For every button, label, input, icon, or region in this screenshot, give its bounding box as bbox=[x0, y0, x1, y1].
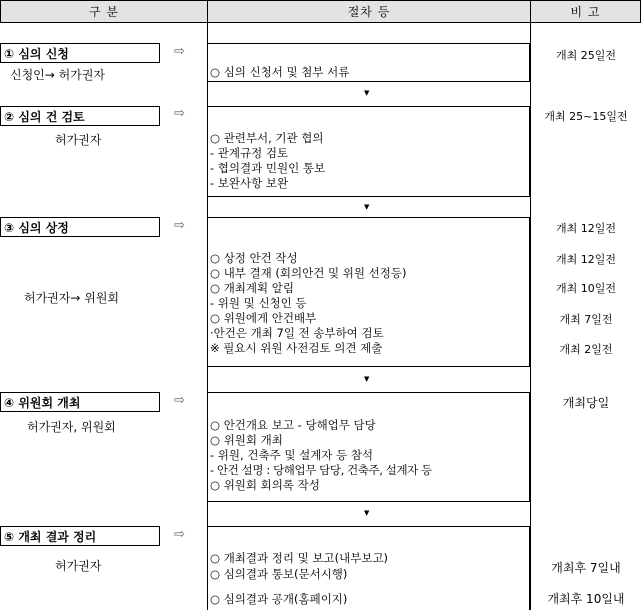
procedure-line: ○ 개최계획 알림 bbox=[210, 281, 294, 295]
procedure-line: ○ 개최결과 정리 및 보고(내부보고) bbox=[210, 551, 389, 565]
procedure-line: - 위원 및 신청인 등 bbox=[210, 296, 307, 310]
right-arrow-icon: ⇨ bbox=[174, 527, 185, 542]
down-arrow-icon: ▼ bbox=[364, 89, 370, 97]
remark-note: 개최 12일전 bbox=[556, 253, 616, 266]
right-arrow-icon: ⇨ bbox=[174, 393, 185, 408]
section-4-actor: 허가권자, 위원회 bbox=[27, 420, 116, 434]
right-arrow-icon: ⇨ bbox=[174, 106, 185, 121]
remark-note: 개최 7일전 bbox=[559, 313, 613, 326]
section-3-title: ③ 심의 상정 bbox=[0, 217, 160, 237]
procedure-line: ○ 상정 안건 작성 bbox=[210, 251, 298, 265]
remark-note: 개최당일 bbox=[562, 396, 610, 410]
section-1-box bbox=[207, 43, 530, 82]
procedure-line: - 안건 설명 : 당해업무 담당, 건축주, 설계자 등 bbox=[210, 463, 432, 477]
section-1-actor: 신청인→ 허가권자 bbox=[10, 68, 106, 82]
procedure-line: ○ 위원회 개최 bbox=[210, 433, 283, 447]
section-5-actor: 허가권자 bbox=[55, 559, 102, 573]
procedure-line: ○ 심의 신청서 및 첨부 서류 bbox=[210, 65, 350, 79]
procedure-line: ※ 필요시 위원 사전검토 의견 제출 bbox=[210, 341, 383, 355]
section-3-actor: 허가권자→ 위원회 bbox=[24, 291, 120, 305]
procedure-line: ○ 위원회 회의록 작성 bbox=[210, 478, 320, 492]
remark-note: 개최 2일전 bbox=[559, 343, 613, 356]
right-arrow-icon: ⇨ bbox=[174, 218, 185, 233]
procedure-line: ○ 심의결과 공개(홈페이지) bbox=[210, 592, 348, 606]
section-2-title: ② 심의 건 검토 bbox=[0, 106, 160, 126]
header-col-procedure: 절차 등 bbox=[207, 0, 531, 23]
section-4-title: ④ 위원회 개최 bbox=[0, 392, 160, 412]
section-5-title: ⑤ 개최 결과 정리 bbox=[0, 526, 160, 546]
procedure-line: ○ 안건개요 보고 - 당해업무 담당 bbox=[210, 418, 376, 432]
remark-note: 개최후 7일내 bbox=[551, 561, 621, 575]
procedure-line: ○ 내부 결재 (회의안건 및 위원 선정등) bbox=[210, 266, 407, 280]
down-arrow-icon: ▼ bbox=[364, 509, 370, 517]
procedure-line: - 위원, 건축주 및 설계자 등 참석 bbox=[210, 448, 374, 462]
procedure-line: - 관계규정 검토 bbox=[210, 146, 289, 160]
remark-note: 개최 25~15일전 bbox=[544, 110, 628, 123]
header-col-remarks: 비 고 bbox=[530, 0, 641, 23]
remark-note: 개최 10일전 bbox=[556, 282, 616, 295]
right-arrow-icon: ⇨ bbox=[174, 44, 185, 59]
down-arrow-icon: ▼ bbox=[364, 375, 370, 383]
section-2-box bbox=[207, 106, 530, 197]
procedure-line: - 협의결과 민원인 통보 bbox=[210, 161, 326, 175]
section-4-box bbox=[207, 392, 530, 502]
procedure-line: - 보완사항 보완 bbox=[210, 176, 289, 190]
procedure-line: ○ 관련부서, 기관 협의 bbox=[210, 131, 324, 145]
header-col-category: 구 분 bbox=[0, 0, 208, 23]
procedure-line: ○ 위원에게 안건배부 bbox=[210, 311, 317, 325]
section-3-box bbox=[207, 217, 530, 367]
procedure-line: ○ 심의결과 통보(문서시행) bbox=[210, 567, 348, 581]
down-arrow-icon: ▼ bbox=[364, 203, 370, 211]
section-2-actor: 허가권자 bbox=[55, 133, 102, 147]
remark-note: 개최 25일전 bbox=[556, 49, 616, 62]
section-5-box bbox=[207, 526, 530, 610]
procedure-line: ·안건은 개최 7일 전 송부하여 검토 bbox=[210, 326, 384, 340]
section-1-title: ① 심의 신청 bbox=[0, 43, 160, 63]
remark-note: 개최후 10일내 bbox=[547, 592, 625, 606]
remark-note: 개최 12일전 bbox=[556, 222, 616, 235]
